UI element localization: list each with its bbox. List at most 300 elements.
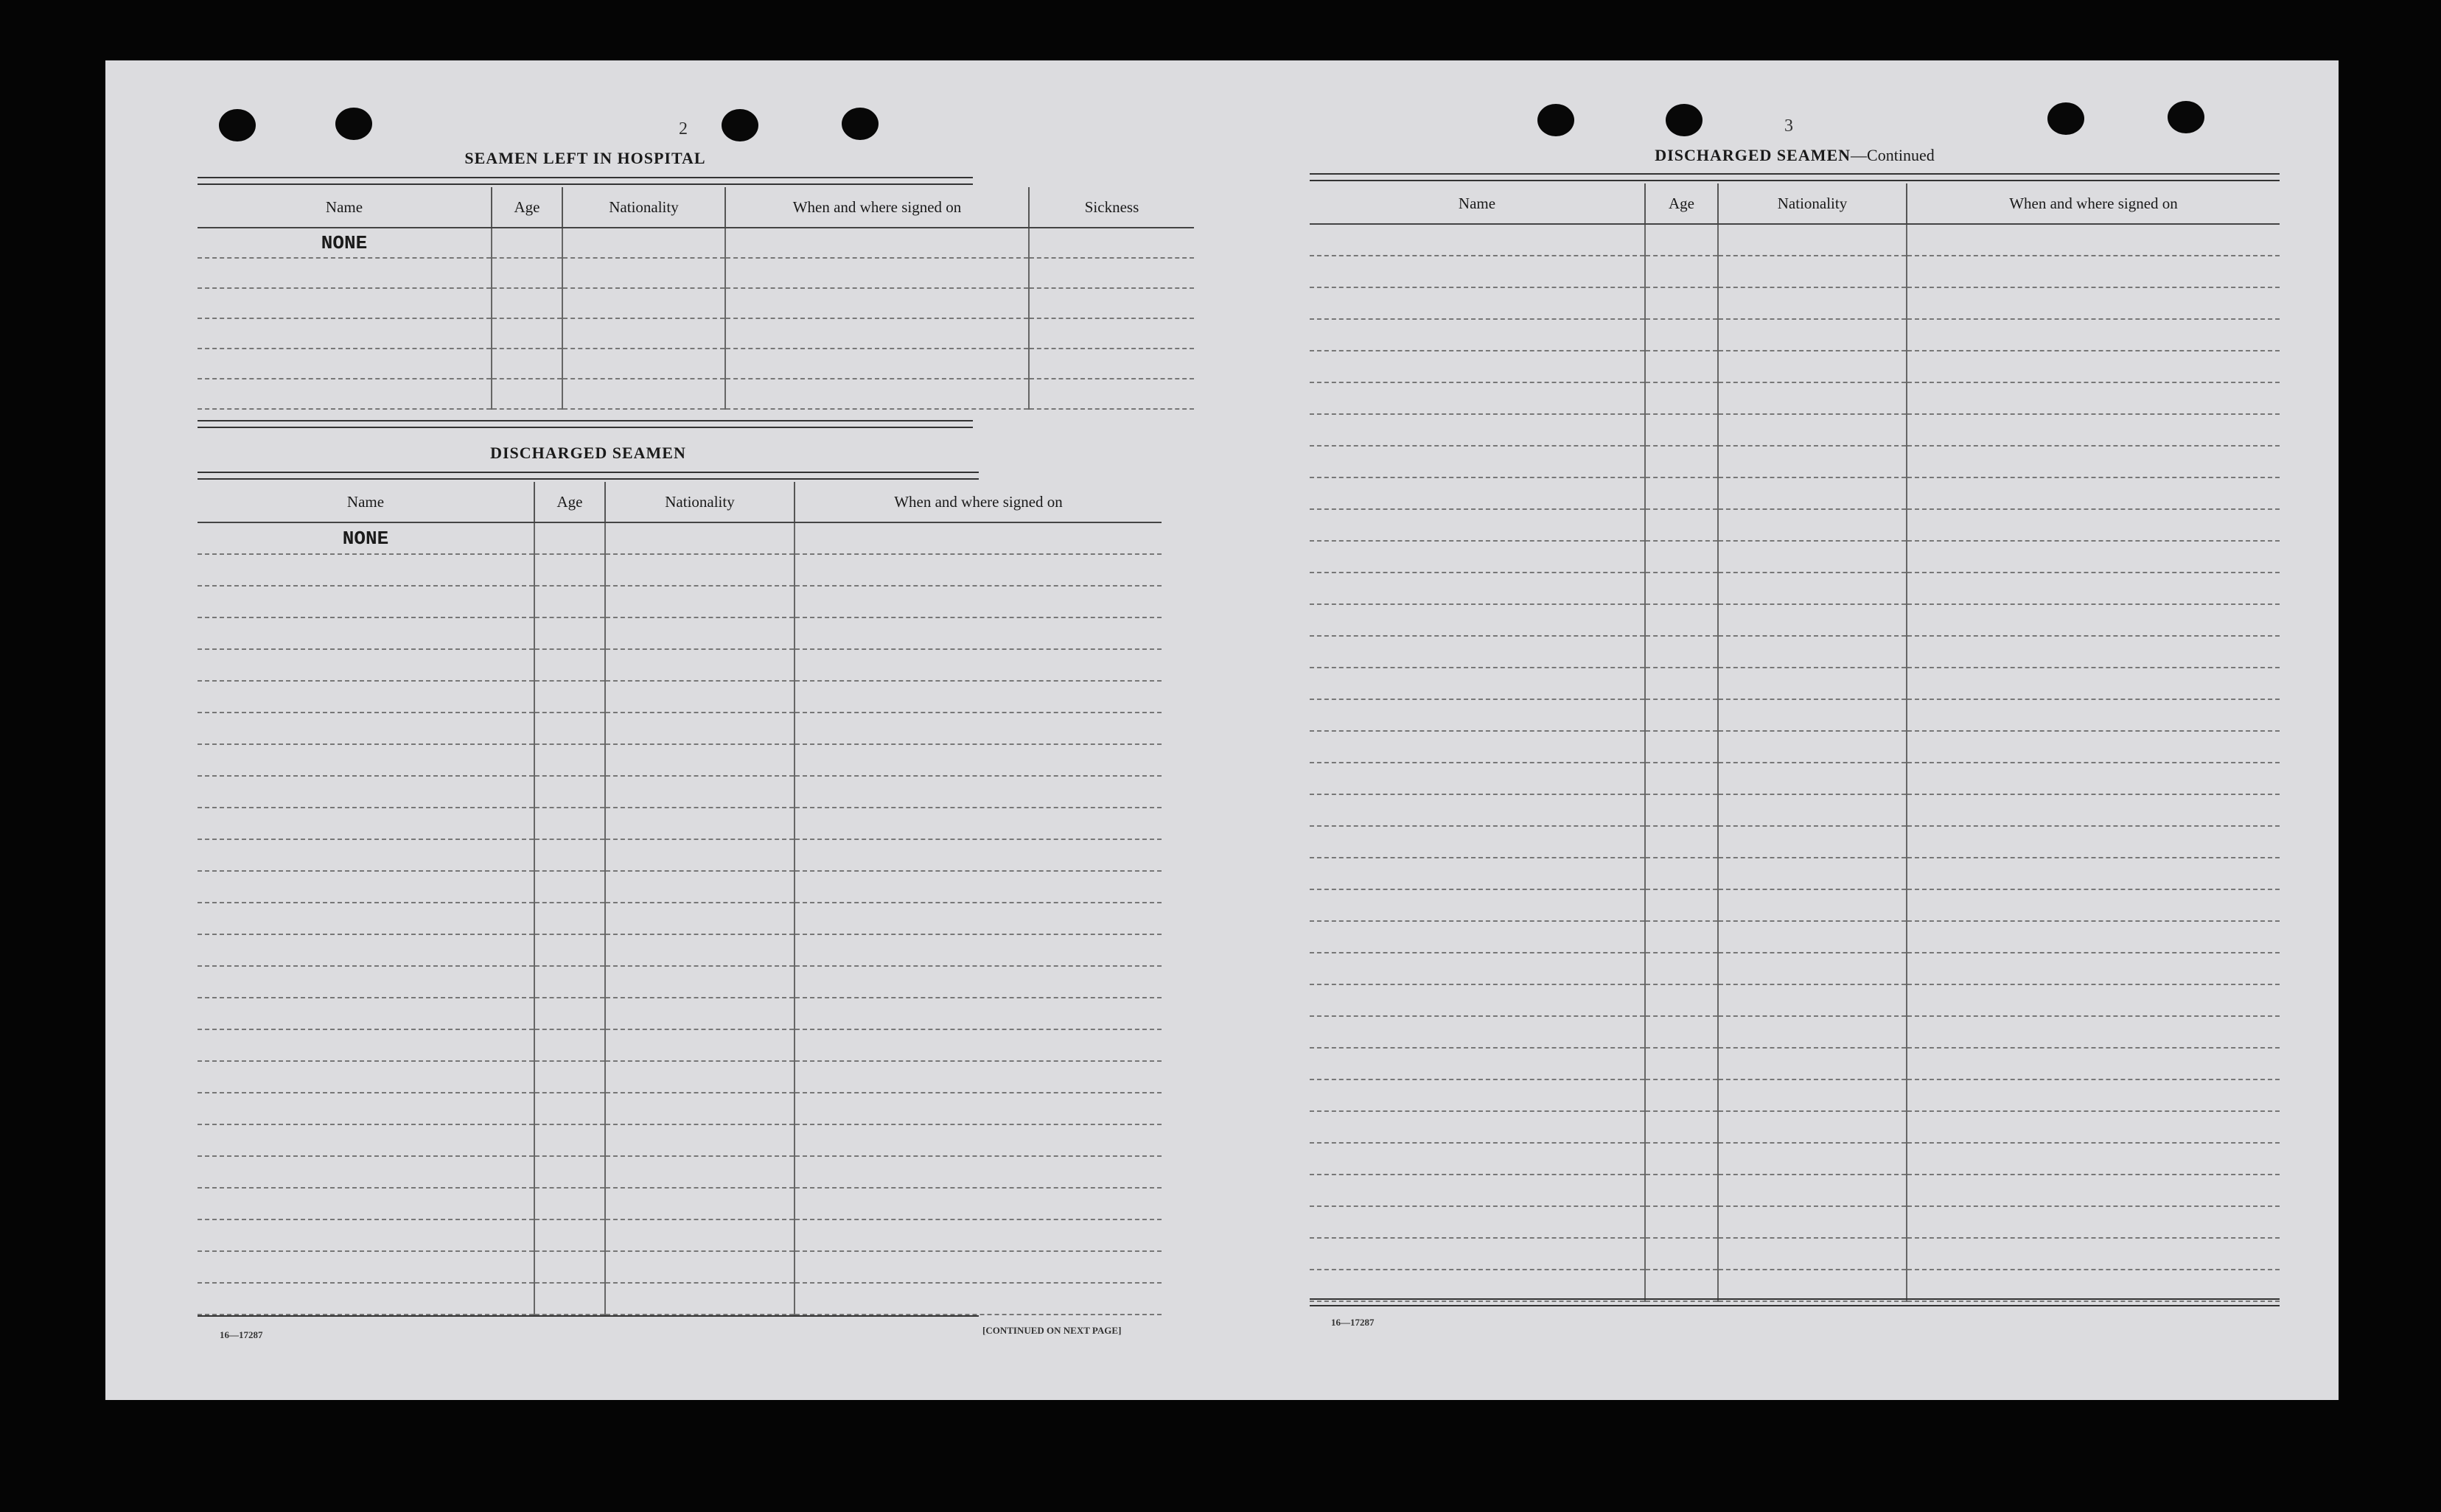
cell-signed-on (795, 871, 1162, 903)
cell-name (1310, 1111, 1645, 1143)
table-row (1310, 889, 2280, 921)
cell-signed-on (795, 744, 1162, 776)
cell-name (198, 258, 492, 288)
cell-nationality (1718, 889, 1907, 921)
cell-nationality (1718, 256, 1907, 287)
cell-nationality (1718, 382, 1907, 414)
cell-nationality (562, 228, 725, 258)
cell-nationality (605, 776, 795, 808)
cell-name (1310, 414, 1645, 446)
cell-age (534, 586, 605, 617)
cell-age (534, 871, 605, 903)
cell-age (534, 1061, 605, 1093)
table-row (198, 288, 1194, 318)
cell-nationality (1718, 794, 1907, 826)
cell-nationality (605, 586, 795, 617)
cell-signed-on (795, 1251, 1162, 1283)
cell-name (198, 839, 534, 871)
cell-signed-on (1907, 1016, 2280, 1048)
cell-signed-on (725, 379, 1029, 409)
cell-signed-on (1907, 668, 2280, 699)
cell-nationality (1718, 763, 1907, 794)
cell-signed-on (1907, 1143, 2280, 1175)
cell-nationality (605, 522, 795, 554)
cell-nationality (1718, 414, 1907, 446)
cell-nationality (605, 744, 795, 776)
cell-name (1310, 446, 1645, 477)
cell-nationality (605, 934, 795, 966)
cell-nationality (1718, 573, 1907, 604)
cell-signed-on (1907, 858, 2280, 889)
cell-signed-on (1907, 541, 2280, 573)
table-row (1310, 668, 2280, 699)
cell-nationality (605, 1251, 795, 1283)
cell-nationality (605, 1093, 795, 1124)
cell-nationality (1718, 1079, 1907, 1111)
cell-signed-on (725, 349, 1029, 379)
cell-age (1645, 858, 1718, 889)
cell-signed-on (795, 649, 1162, 681)
column-header-name: Name (1310, 183, 1645, 224)
table-row (1310, 953, 2280, 984)
cell-name (198, 1219, 534, 1251)
cell-nationality (605, 617, 795, 649)
cell-name (1310, 731, 1645, 763)
cell-name (1310, 604, 1645, 636)
table-row (1310, 826, 2280, 858)
cell-name (1310, 573, 1645, 604)
table-row (1310, 256, 2280, 287)
cell-name (198, 934, 534, 966)
cell-age (1645, 826, 1718, 858)
cell-nationality (1718, 1238, 1907, 1270)
cell-age (492, 349, 562, 379)
cell-nationality (605, 649, 795, 681)
title-suffix: —Continued (1851, 146, 1935, 164)
cell-signed-on (795, 1061, 1162, 1093)
cell-sickness (1029, 228, 1194, 258)
cell-nationality (1718, 351, 1907, 382)
cell-age (1645, 256, 1718, 287)
cell-nationality (1718, 826, 1907, 858)
cell-signed-on (725, 318, 1029, 349)
cell-signed-on (1907, 699, 2280, 731)
page-number: 3 (1784, 116, 1793, 136)
cell-nationality (1718, 1016, 1907, 1048)
cell-age (1645, 382, 1718, 414)
cell-signed-on (795, 966, 1162, 998)
cell-nationality (562, 258, 725, 288)
table-row (198, 349, 1194, 379)
cell-signed-on (725, 258, 1029, 288)
table-row (1310, 477, 2280, 509)
cell-signed-on (795, 1283, 1162, 1315)
cell-nationality (1718, 477, 1907, 509)
cell-signed-on (1907, 1238, 2280, 1270)
cell-signed-on (1907, 1270, 2280, 1301)
cell-sickness (1029, 318, 1194, 349)
cell-age (1645, 509, 1718, 541)
cell-name (198, 318, 492, 349)
punch-hole (842, 108, 879, 140)
table-row (1310, 319, 2280, 351)
punch-hole (722, 109, 758, 141)
cell-nationality (605, 1219, 795, 1251)
cell-nationality (605, 1124, 795, 1156)
table-row (198, 258, 1194, 288)
cell-age (534, 903, 605, 934)
column-header-age: Age (1645, 183, 1718, 224)
table-row (1310, 1270, 2280, 1301)
cell-nationality (562, 288, 725, 318)
punch-hole (335, 108, 372, 140)
table-row (198, 1219, 1162, 1251)
cell-name (1310, 477, 1645, 509)
cell-age (1645, 1175, 1718, 1206)
punch-hole (2168, 101, 2204, 133)
cell-sickness (1029, 379, 1194, 409)
cell-age (492, 228, 562, 258)
table-row (1310, 636, 2280, 668)
cell-name (198, 1093, 534, 1124)
table-row (198, 649, 1162, 681)
column-header-nationality: Nationality (1718, 183, 1907, 224)
cell-age (1645, 319, 1718, 351)
column-header-age: Age (492, 187, 562, 228)
cell-name (198, 808, 534, 839)
cell-age (534, 776, 605, 808)
table-row (1310, 224, 2280, 256)
cell-name (1310, 636, 1645, 668)
cell-age (534, 522, 605, 554)
cell-nationality (605, 839, 795, 871)
cell-nationality (1718, 984, 1907, 1016)
table-row (198, 228, 1194, 258)
cell-age (534, 1156, 605, 1188)
double-rule (198, 177, 973, 185)
cell-signed-on (795, 1124, 1162, 1156)
cell-age (534, 681, 605, 713)
continued-note: [CONTINUED ON NEXT PAGE] (982, 1325, 1122, 1336)
cell-nationality (605, 966, 795, 998)
table-row (198, 379, 1194, 409)
cell-age (534, 1188, 605, 1219)
cell-signed-on (1907, 921, 2280, 953)
table-row (1310, 382, 2280, 414)
cell-signed-on (1907, 509, 2280, 541)
hospital-table (198, 187, 1194, 410)
table-row (1310, 1143, 2280, 1175)
cell-signed-on (795, 617, 1162, 649)
cell-age (534, 808, 605, 839)
cell-name (198, 1124, 534, 1156)
cell-age (1645, 1206, 1718, 1238)
cell-age (1645, 1111, 1718, 1143)
discharged-table (198, 482, 1162, 1315)
cell-age (1645, 1270, 1718, 1301)
cell-name: NONE (198, 522, 534, 554)
cell-name (1310, 668, 1645, 699)
cell-nationality (605, 554, 795, 586)
cell-nationality (1718, 509, 1907, 541)
table-row (198, 1283, 1162, 1315)
cell-age (534, 554, 605, 586)
cell-name (1310, 541, 1645, 573)
document-sheet (105, 60, 2339, 1400)
cell-nationality (1718, 668, 1907, 699)
table-row (198, 586, 1162, 617)
cell-age (1645, 889, 1718, 921)
cell-name (1310, 763, 1645, 794)
form-number: 16—17287 (220, 1329, 263, 1340)
table-row (1310, 541, 2280, 573)
cell-signed-on (1907, 1048, 2280, 1079)
cell-age (534, 1124, 605, 1156)
cell-signed-on (795, 1219, 1162, 1251)
cell-signed-on (795, 586, 1162, 617)
cell-signed-on (1907, 984, 2280, 1016)
cell-name (1310, 953, 1645, 984)
cell-age (1645, 287, 1718, 319)
cell-age (534, 617, 605, 649)
cell-nationality (1718, 604, 1907, 636)
cell-name (198, 998, 534, 1029)
cell-name (198, 1156, 534, 1188)
table-row (1310, 984, 2280, 1016)
table-row (198, 966, 1162, 998)
double-rule (1310, 173, 2280, 181)
double-rule (198, 472, 979, 480)
cell-signed-on (1907, 351, 2280, 382)
table-row (198, 681, 1162, 713)
cell-name (1310, 1206, 1645, 1238)
cell-name (198, 617, 534, 649)
table-row (198, 1093, 1162, 1124)
table-row (198, 1188, 1162, 1219)
cell-age (1645, 351, 1718, 382)
page-number: 2 (679, 119, 688, 139)
cell-name (1310, 984, 1645, 1016)
cell-signed-on (795, 681, 1162, 713)
cell-name (1310, 699, 1645, 731)
column-header-name: Name (198, 187, 492, 228)
column-header-signed-on: When and where signed on (1907, 183, 2280, 224)
table-row (1310, 446, 2280, 477)
cell-name (198, 586, 534, 617)
table-row (198, 1251, 1162, 1283)
cell-nationality (605, 998, 795, 1029)
cell-signed-on (725, 228, 1029, 258)
cell-age (492, 258, 562, 288)
double-rule (198, 420, 973, 428)
cell-signed-on (795, 522, 1162, 554)
cell-signed-on (1907, 1079, 2280, 1111)
table-row (198, 934, 1162, 966)
table-row (1310, 573, 2280, 604)
table-row (1310, 731, 2280, 763)
cell-age (492, 318, 562, 349)
form-number: 16—17287 (1331, 1317, 1375, 1328)
table-row (1310, 1175, 2280, 1206)
cell-name (1310, 224, 1645, 256)
cell-nationality (1718, 541, 1907, 573)
cell-age (492, 379, 562, 409)
cell-nationality (1718, 1143, 1907, 1175)
cell-signed-on (1907, 573, 2280, 604)
table-row (1310, 287, 2280, 319)
cell-signed-on (795, 839, 1162, 871)
table-row (198, 713, 1162, 744)
cell-name (1310, 794, 1645, 826)
cell-nationality (1718, 858, 1907, 889)
cell-signed-on (1907, 636, 2280, 668)
cell-name (1310, 1143, 1645, 1175)
cell-name (1310, 287, 1645, 319)
table-row (1310, 794, 2280, 826)
punch-hole (2047, 102, 2084, 135)
table-row (1310, 699, 2280, 731)
table-row (198, 1029, 1162, 1061)
cell-name (1310, 826, 1645, 858)
table-row (198, 1156, 1162, 1188)
cell-nationality (605, 1029, 795, 1061)
cell-signed-on (1907, 826, 2280, 858)
discharged-section-title: DISCHARGED SEAMEN (490, 444, 686, 462)
column-header-name: Name (198, 482, 534, 522)
cell-nationality (1718, 636, 1907, 668)
cell-name (198, 776, 534, 808)
cell-age (1645, 604, 1718, 636)
cell-signed-on (795, 776, 1162, 808)
cell-signed-on (795, 1093, 1162, 1124)
cell-age (1645, 636, 1718, 668)
cell-name (198, 1029, 534, 1061)
cell-signed-on (795, 934, 1162, 966)
cell-nationality (605, 871, 795, 903)
cell-nationality (562, 318, 725, 349)
continued-table (1310, 183, 2280, 1302)
cell-nationality (605, 1188, 795, 1219)
punch-hole (1537, 104, 1574, 136)
cell-name (1310, 256, 1645, 287)
cell-name (198, 713, 534, 744)
cell-age (1645, 1048, 1718, 1079)
cell-name (198, 1283, 534, 1315)
cell-name (1310, 1238, 1645, 1270)
table-row (1310, 763, 2280, 794)
cell-age (1645, 1016, 1718, 1048)
cell-signed-on (1907, 414, 2280, 446)
cell-age (534, 1093, 605, 1124)
bottom-rule (198, 1315, 979, 1317)
cell-signed-on (1907, 256, 2280, 287)
discharged-continued-title (1310, 146, 2280, 165)
cell-age (534, 1251, 605, 1283)
table-row (1310, 858, 2280, 889)
cell-age (1645, 573, 1718, 604)
table-row (198, 1061, 1162, 1093)
cell-age (534, 966, 605, 998)
cell-name (1310, 889, 1645, 921)
cell-age (1645, 1238, 1718, 1270)
table-row (198, 554, 1162, 586)
column-header-signed-on: When and where signed on (725, 187, 1029, 228)
table-row (198, 1124, 1162, 1156)
cell-signed-on (1907, 889, 2280, 921)
cell-name (198, 871, 534, 903)
cell-nationality (1718, 1175, 1907, 1206)
table-row (1310, 414, 2280, 446)
cell-age (1645, 668, 1718, 699)
table-row (1310, 1079, 2280, 1111)
cell-age (534, 998, 605, 1029)
table-row (1310, 604, 2280, 636)
double-rule (1310, 1298, 2280, 1306)
table-row (1310, 1048, 2280, 1079)
column-header-age: Age (534, 482, 605, 522)
cell-age (534, 649, 605, 681)
cell-age (1645, 984, 1718, 1016)
cell-age (1645, 731, 1718, 763)
cell-name (198, 744, 534, 776)
cell-age (534, 1029, 605, 1061)
cell-signed-on (795, 1029, 1162, 1061)
cell-signed-on (1907, 731, 2280, 763)
cell-nationality (1718, 446, 1907, 477)
table-row (1310, 1206, 2280, 1238)
cell-age (1645, 921, 1718, 953)
column-header-sickness: Sickness (1029, 187, 1194, 228)
cell-nationality (1718, 319, 1907, 351)
cell-name (198, 903, 534, 934)
cell-name (198, 1188, 534, 1219)
cell-nationality (605, 1061, 795, 1093)
cell-name (198, 649, 534, 681)
cell-name (198, 288, 492, 318)
punch-hole (1666, 104, 1703, 136)
table-row (198, 903, 1162, 934)
column-header-nationality: Nationality (605, 482, 795, 522)
cell-name (1310, 858, 1645, 889)
cell-nationality (1718, 699, 1907, 731)
table-row (1310, 1016, 2280, 1048)
cell-signed-on (1907, 1111, 2280, 1143)
table-row (198, 318, 1194, 349)
cell-name (1310, 1016, 1645, 1048)
cell-age (1645, 1079, 1718, 1111)
cell-nationality (1718, 287, 1907, 319)
cell-signed-on (795, 713, 1162, 744)
cell-age (1645, 541, 1718, 573)
cell-nationality (605, 681, 795, 713)
cell-signed-on (795, 554, 1162, 586)
cell-nationality (1718, 224, 1907, 256)
cell-signed-on (1907, 794, 2280, 826)
cell-signed-on (1907, 763, 2280, 794)
cell-nationality (605, 903, 795, 934)
cell-signed-on (795, 998, 1162, 1029)
cell-age (1645, 414, 1718, 446)
cell-name (1310, 921, 1645, 953)
cell-name (198, 349, 492, 379)
cell-nationality (562, 349, 725, 379)
cell-nationality (1718, 953, 1907, 984)
table-row (1310, 1111, 2280, 1143)
cell-age (1645, 1143, 1718, 1175)
cell-name (1310, 1270, 1645, 1301)
table-row (1310, 921, 2280, 953)
cell-signed-on (1907, 604, 2280, 636)
